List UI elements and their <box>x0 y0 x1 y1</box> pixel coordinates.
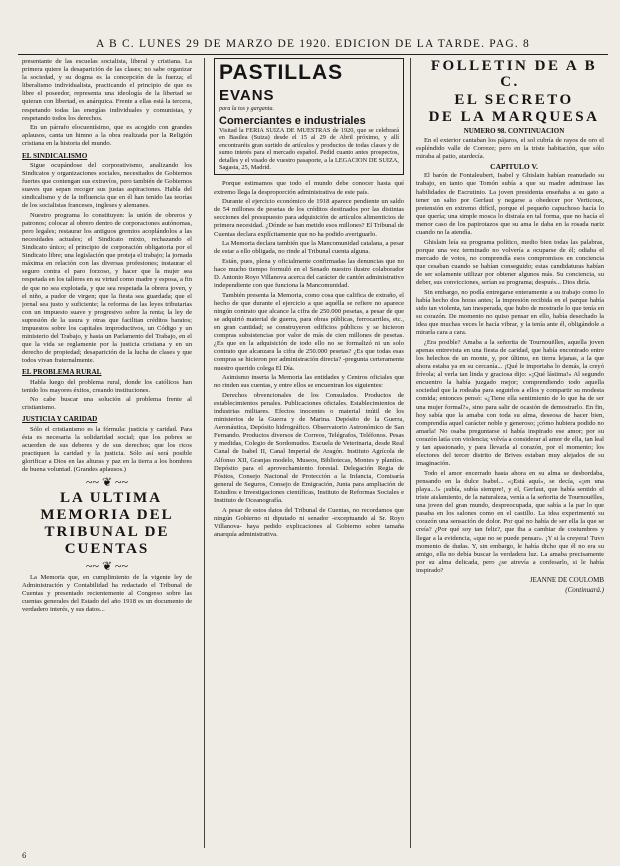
continued-note: (Continuará.) <box>565 586 604 595</box>
newspaper-page <box>18 0 608 866</box>
mid-paragraph-5: También presenta la Memoria, como cosa que califica de extraño, el hecho de que durante el ejercicio a que aquélla se refiere no aparece ningún contrato que alcance la cifra de 250.000 pesetas, a pesar de que se adquirió material de guerra, para obras públicas, ferrocarriles, etc., en gran cantidad; se construyeron edificios públicos y se hicieron compras subsistencias por valor de más de cien millones de pesetas. ¿Es que en la adquisición de todo ello no se formalizó ni un solo contrato que alcanzara la cifra de 250.000 pesetas? ¿Es que todas esas compras se hicieron por administración directa? -pregunta certeramente nuestro querido colega El Día. <box>214 291 404 372</box>
column-divider-1 <box>204 58 205 848</box>
advertisement-box <box>214 58 404 175</box>
page-header: A B C. LUNES 29 DE MARZO DE 1920. EDICION DE LA TARDE. PAG. 8 <box>96 38 530 50</box>
installment-number: NUMERO 98. CONTINUACION <box>463 126 565 135</box>
rural-paragraph: Habla luego del problema rural, donde los católicos han tenido los mayores éxitos, creando instituciones. <box>22 378 192 394</box>
folletin-title: FOLLETIN DE A B C. <box>430 58 598 90</box>
subhead-sindicalismo: EL SINDICALISMO <box>22 151 88 160</box>
subhead-justicia: JUSTICIA Y CARIDAD <box>22 415 98 424</box>
chapter-heading: CAPITULO V. <box>490 161 538 171</box>
page-number: 6 <box>22 852 27 860</box>
header-rule <box>18 54 608 55</box>
mid-paragraph-7: Derechos obvencionales de los Consulados. Productos de establecimientos penales. Publicaciones oficiales. Establecimientos de industrias militares. Efectos inocentes o material inútil de los ministerios de la Guerra y de Marina. Depósito de la Guerra, Aeronáutica, Depósito hidrográfico. Observatorio Astronómico de San Fernando. Productos diversos de Correos, Telégrafos, Teléfonos. Pesas y medidas, Colegio de Sordomudos. Escuela de Veterinaria, desde Real Canal de Isabel II, Canal Imperial de Aragón. Instituto Agrícola de Alfonso XII, Granjas modelo, Museos, Bibliotecas, Montes y plantíos. Depósito para el aprovechamiento forestal. Delegación Regia de Pósitos, Consejo Nacional de Protección a la Infancia, Comisaría general de Seguros, Consejo de Emigración, Junta para ampliación de Estudios e Investigaciones científicas, Instituto de Reformas Sociales e Instituto de Oceanografía. <box>214 391 404 504</box>
subhead-problema-rural: EL PROBLEMA RURAL <box>22 368 102 377</box>
mid-paragraph-1: Porque estimamos que todo el mundo debe conocer hasta qué extremo llega la desproporción administrativa de este país. <box>214 180 404 196</box>
ad-text: Visitad la FERIA SUIZA DE MUESTRAS de 1920, que se celebrará en Basilea (Suiza) desde el 15 al 29 de Abril próximo, y allí encontraréis gran surtido de artículos y productos de todas clases y de sumo interés para el mercado español. Pedid cuanto antes prospectos, detalles y el visado de vuestro pasaporte, a la LEGACION DE SUIZA, Sagasta, 25, Madrid. <box>219 127 399 172</box>
column-middle <box>214 58 404 856</box>
novel-paragraph-1: En el exterior cantaban los pájaros, el sol cubría de rayos de oro el espléndido valle de Correze; pero en la triste habitación, que sólo miraba al patio, atardecía. <box>416 137 604 161</box>
column-right <box>416 58 604 856</box>
intro-paragraph: presentante de las escuelas socialista, liberal y cristiana. La primera quiere la desaparición de las clases; no sabe organizar la sociedad, y su dogma es la concepción de la fuerza; el liberalismo individualista, practicando el principio de que es libre el poseedor, representa una ideología de la libertad se quieran con libertad, es anárquica. Frente a ellas está la tercera, respetando todas las energías individuales y comunistas, y respetando todos los derechos. <box>22 58 192 122</box>
programa-paragraph: Nuestro programa lo constituyen: la unión de obreros y patronos; colocar al obrero dentro de corporaciones autónomas, pero legales; restaurar los antiguos gremios acoplándolos a las necesidades actuales; el Sindicato mixto, rechazando el Sindicato único; el principio de corporación obligatoria por el Sindicato libre; una legislación que proteja el trabajo; la jornada máxima en relación con las diversas profesiones; instaurar el seguro contra el paro forzoso, y hacer que la mujer sea respetada en los talleres en su virtud como madre y esposa, a fin de que no sea explotada, y que sea respetada la obrera joven, y el niño, a pudor de virgen; que la fiesta sea guardada; que el jornal sea justo y suficiente; la reforma de las leyes tributarias con un impuesto suave y progresivo sobre la renta; la ley de supresión de la usura y otras que facilitan créditos baratos; impuestos sobre los capitales improductivos, un Código y un ministerio del Trabajo, y hasta un Parlamento del Trabajo, en el que la vida se reglamente por la justicia cristiana y en un derecho de propiedad; desaparición de la lucha de clases y que todos vivan fraternalmente. <box>22 211 192 365</box>
ad-headline-2: EVANS <box>219 87 275 104</box>
flourish-ornament: ~~ ❦ ~~ <box>85 475 129 490</box>
author-signature: JEANNE DE COULOMB <box>529 576 604 585</box>
ad-subheadline: Comerciantes e industriales <box>219 115 366 127</box>
novel-paragraph-5: ¿Era posible? Amaba a la señorita de Tournouëlles, aquella joven apenas entrevista en una fiesta de caridad, que había encontrado entre los helechos de un monte, y, por último, en tierra lejanas, a la que ahora estaba ya en su cercanía... ¡Qué le importaba lo demás, la creyó frívola; al verla tan linda y graciosa dijo: «¡Qué lástima!» Al segundo encuentro la había juzgado mejor; comprendiendo todo aquella sociedad que la rodeaba para seguirlos a ellos y compartir su modesta comida; entonces pensó: «¿Tiene ella sentimiento de lo que ha de ser una mujer formal?», sino para salir de ocasión de demostrarlo. En fin, hoy sabía que la amaba con toda su alma, deseosa de hacer bien, comprendía aquel carácter noble y generoso; ¡cómo hubiera podido no amarla! No osaba preguntarse si había inspirado ese amor; por su corazón latía con violencia; volvía a considerar al amor de ella, tan leal y tan apasionado, y para llevarla al corazón, por el momento; los electores del tercer distrito de Brives estaban muy alejados de su imaginación. <box>416 338 604 468</box>
justicia-paragraph: Sólo el cristianismo es la fórmula: justicia y caridad. Para ésta es necesaria la solidaridad social; que los pobres se acuerden de sus deberes y de sus derechos; que los ricos practiquen la caridad y la justicia. Sólo así será posible glorificar a Dios en las alturas y paz en la tierra a los hombres de buena voluntad. (Grandes aplausos.) <box>22 425 192 473</box>
novel-title-1: EL SECRETO <box>454 91 574 108</box>
column-divider-2 <box>410 58 411 848</box>
rural-paragraph-2: No cabe buscar una solución al problema frente al cristianismo. <box>22 396 192 412</box>
mid-paragraph-8: A pesar de estos datos del Tribunal de Cuentas, no recordamos que ningún Gobierno ni diputado ni senador -exceptuando al Sr. Royo Villanova- haya pedido explicaciones al Gobierno sobre tamaña anarquía administrativa. <box>214 506 404 538</box>
novel-paragraph-4: Sin embargo, no podía entregarse enteramente a su trabajo como lo había hecho dos horas antes; la impresión recibida en el parque había sido tan violenta, tan inesperada, que hubo de mostrarle lo que tenía en su corazón. De momento no quiso pensar en ello, había desechado la idea que muchas veces le hacía vibrar, y la tenía ante él, obligándole a mirarla cara a cara. <box>416 288 604 337</box>
hymn-paragraph: En un párrafo elocuentísimo, que es acogido con grandes aplausos, canta un himno a la obra realizada por la Religión cristiana en la historia del mundo. <box>22 124 192 148</box>
mid-paragraph-3: La Memoria declara también que la Mancomunidad catalana, a pesar de estar a ello obligada, no rinde al Tribunal cuenta alguna. <box>214 240 404 256</box>
ad-headline-1: PASTILLAS <box>219 61 344 84</box>
sindicalismo-paragraph: Sigue ocupándose del corporativismo, analizando los Sindicatos y organizaciones sociales, necesitados de Gobiernos fuertes que contengan sus extravíos, pero también de Gobiernos suaves que sepan recoger sus justas aspiraciones. Habla del sindicalismo y de la influencia que en él han tenido las teorías de los socialistas franceses, ingleses y alemanes. <box>22 161 192 210</box>
novel-paragraph-6: Todo el amor encerrado hasta ahora en su alma se desbordaba, pensando en la dulce Isabel... «¡Está aquí», se decía, «¡en una playa...!» ¡subía, subía siempre!, y el, Gerfaut, que había sentido el triste aislamiento, de la naturaleza, venía a la señorita de Tournouëlles, una joven del gran mundo, despreocupada, que sabía a la par lo que pasaba en los salones como en el castillo. La idea experimentó su corazón una sensación de dolor. Por qué no había de ser ella la que se creía? ¿Por qué soy tan feliz?, que iba a cambiar de costumbres y llegar a la evidencia, «que no se puede pensar». ¡Y si la creyera! Tuvo momento de dudas. Y, sin embargo, le había dicho que él no era su amigo, ella no debía buscar la verdadera luz. La amaba precisamente por su alma delicada, pero ¿se atrevía a confesarlo, si le había inspirado? <box>416 469 604 574</box>
flourish-ornament-2: ~~ ❦ ~~ <box>85 559 129 574</box>
mid-paragraph-2: Durante el ejercicio económico de 1918 aparece pendiente un saldo de 54 millones de pesetas de los créditos destinados por las distintas secciones del presupuesto para adquisición de artículos alimenticios de primera necesidad. ¿Dónde se han metido esos millones? El Tribunal de Cuentas declara explícitamente que no ha podido averiguarlo. <box>214 198 404 238</box>
novel-paragraph-2: El barón de Fontaleubert, Isabel y Ghislain habían reanudado su trabajo, en tanto que Tomón subía a que su madre admirase las habilidades de Escrutinio. La joven presidenta enseñaba a su gato a tener un salto por Gerfaut y negarse a obedecer por Verticoux, pretensión en extremo difícil, porque el pequeño capuchoso hacía lo que quería; una simple mosca lo distraía en tal forma, que no hacía el menor caso de los papirotazos que su ama le daba en la rosada nariz cuando no la atendía. <box>416 172 604 237</box>
mid-paragraph-4: Están, pues, plena y oficialmente confirmadas las denuncias que no hace mucho tiempo formuló en el Senado nuestro ilustre colaborador D. Antonio Royo Villanova acerca del carácter de cantón administrativo independiente con que funciona la Mancomunidad. <box>214 257 404 290</box>
novel-paragraph-3: Ghislain leía su programa político, medio bien todas las palabras, porque una vez terminado no volvería a ocuparse de él; odiaba el mercado de votos, no comprendía esos compromisos en conciencia que cesaban cuando se habían conseguido; estas candidaturas habían de ser solamente utilizar por obtener algunos más. Su conciencia, su deber, sus convicciones, serían su programa; después... Dios diría. <box>416 238 604 287</box>
ad-headline <box>219 62 399 106</box>
memoria-paragraph: La Memoria que, en cumplimiento de la vigente ley de Administración y Contabilidad ha redactado el Tribunal de Cuentas y presentado recientemente al Congreso sobre las cuentas generales del Estado del año 1918 es un documento de verdadero interés, y sus datos... <box>22 574 192 614</box>
mid-paragraph-6: Asimismo inserta la Memoria las entidades y Centros oficiales que no rinden sus cuentas, y entre ellos se encuentran los siguientes: <box>214 374 404 390</box>
memoria-title: LA ULTIMA MEMORIA DEL TRIBUNAL DE CUENTAS <box>40 490 174 558</box>
column-left <box>22 58 192 856</box>
novel-title-2: DE LA MARQUESA <box>428 109 600 125</box>
ad-tagline: para la tos y garganta. <box>219 106 274 112</box>
